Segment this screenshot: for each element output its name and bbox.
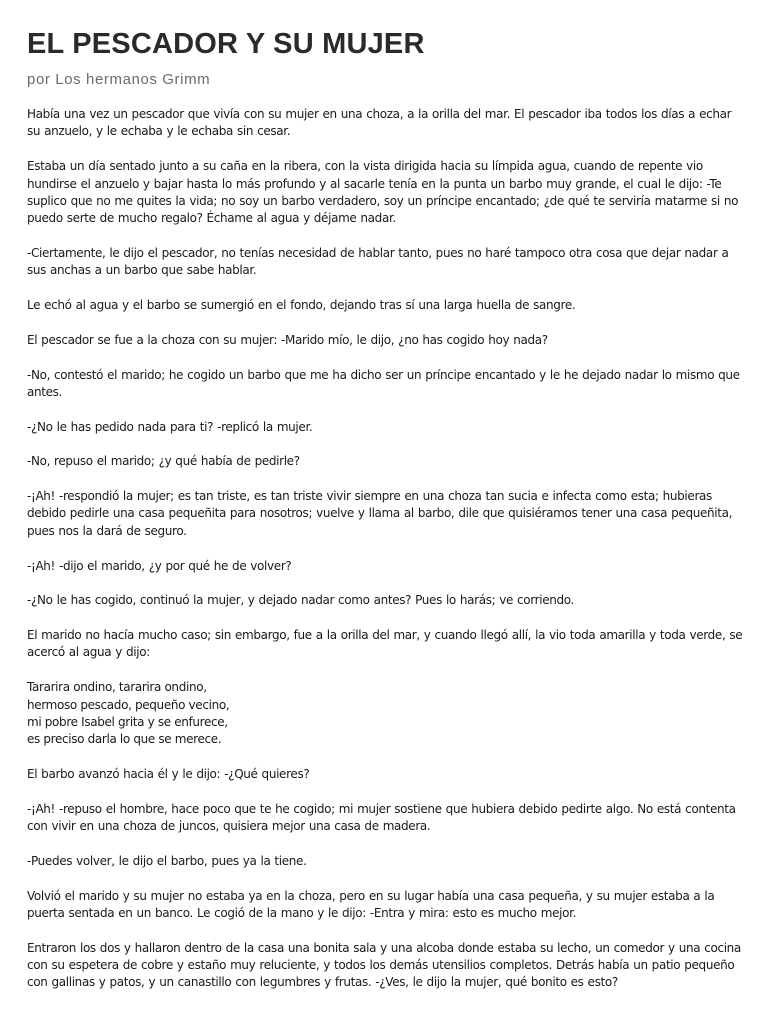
paragraph: Entraron los dos y hallaron dentro de la casa una bonita sala y una alcoba donde estaba su lecho, un comedor y una cocina con su espetera de cobre y estaño muy reluciente, y todos los demás utensilios completos. Detrás había un patio pequeño con gallinas y patos, y un canastillo con legumbres y frutas. -¿Ves, le dijo la mujer, qué bonito es esto? [27, 940, 741, 990]
paragraph: -Puedes volver, le dijo el barbo, pues ya la tiene. [27, 853, 307, 868]
verse-line: Tararira ondino, tararira ondino, [27, 680, 207, 695]
document-page [27, 26, 743, 1009]
paragraph: -Ciertamente, le dijo el pescador, no tenías necesidad de hablar tanto, pues no haré tampoco otra cosa que dejar nadar a sus anchas a un barbo que sabe hablar. [27, 246, 729, 278]
verse-block [27, 679, 743, 749]
paragraph: -¿No le has pedido nada para ti? -replicó la mujer. [27, 419, 313, 434]
page-title: EL PESCADOR Y SU MUJER [27, 28, 425, 60]
paragraph: Volvió el marido y su mujer no estaba ya en la choza, pero en su lugar había una casa pequeña, y su mujer estaba a la puerta sentada en un banco. Le cogió de la mano y le dijo: -Entra y mira: esto es mucho mejor. [27, 888, 715, 920]
paragraph: El barbo avanzó hacia él y le dijo: -¿Qué quieres? [27, 767, 310, 782]
paragraph: Estaba un día sentado junto a su caña en la ribera, con la vista dirigida hacia su límpida agua, cuando de repente vio hundirse el anzuelo y bajar hasta lo más profundo y al sacarle tenía en la punta un barbo muy grande, el cual le dijo: -Te suplico que no me quites la vida; no soy un barbo verdadero, soy un príncipe encantado; ¿de qué te serviría matarme si no puedo serte de mucho regalo? Échame al agua y déjame nadar. [27, 159, 739, 226]
paragraph: -¡Ah! -dijo el marido, ¿y por qué he de volver? [27, 558, 292, 573]
verse-line: mi pobre Isabel grita y se enfurece, [27, 714, 228, 729]
paragraph: -No, contestó el marido; he cogido un barbo que me ha dicho ser un príncipe encantado y le he dejado nadar lo mismo que antes. [27, 367, 740, 399]
paragraph: -¿No le has cogido, continuó la mujer, y dejado nadar como antes? Pues lo harás; ve corriendo. [27, 593, 575, 608]
paragraph: -¡Ah! -repuso el hombre, hace poco que te he cogido; mi mujer sostiene que hubiera debido pedirte algo. No está contenta con vivir en una choza de juncos, quisiera mejor una casa de madera. [27, 801, 736, 834]
paragraph: El marido no hacía mucho caso; sin embargo, fue a la orilla del mar, y cuando llegó allí, la vio toda amarilla y toda verde, se acercó al agua y dijo: [27, 627, 743, 660]
paragraph: Había una vez un pescador que vivía con su mujer en una choza, a la orilla del mar. El pescador iba todos los días a echar su anzuelo, y le echaba y le echaba sin cesar. [27, 107, 732, 139]
paragraph: El pescador se fue a la choza con su mujer: -Marido mío, le dijo, ¿no has cogido hoy nada? [27, 332, 548, 347]
author-byline: por Los hermanos Grimm [27, 71, 211, 88]
paragraph: Le echó al agua y el barbo se sumergió en el fondo, dejando tras sí una larga huella de sangre. [27, 298, 576, 313]
verse-line: hermoso pescado, pequeño vecino, [27, 697, 230, 712]
paragraph: -No, repuso el marido; ¿y qué había de pedirle? [27, 454, 300, 469]
verse-line: es preciso darla lo que se merece. [27, 732, 222, 747]
paragraph: -¡Ah! -respondió la mujer; es tan triste, es tan triste vivir siempre en una choza tan sucia e infecta como esta; hubieras debido pedirle una casa pequeñita para nosotros; vuelve y llama al barbo, dile que quisiéramos tener una casa pequeñita, pues nos la dará de seguro. [27, 489, 733, 538]
